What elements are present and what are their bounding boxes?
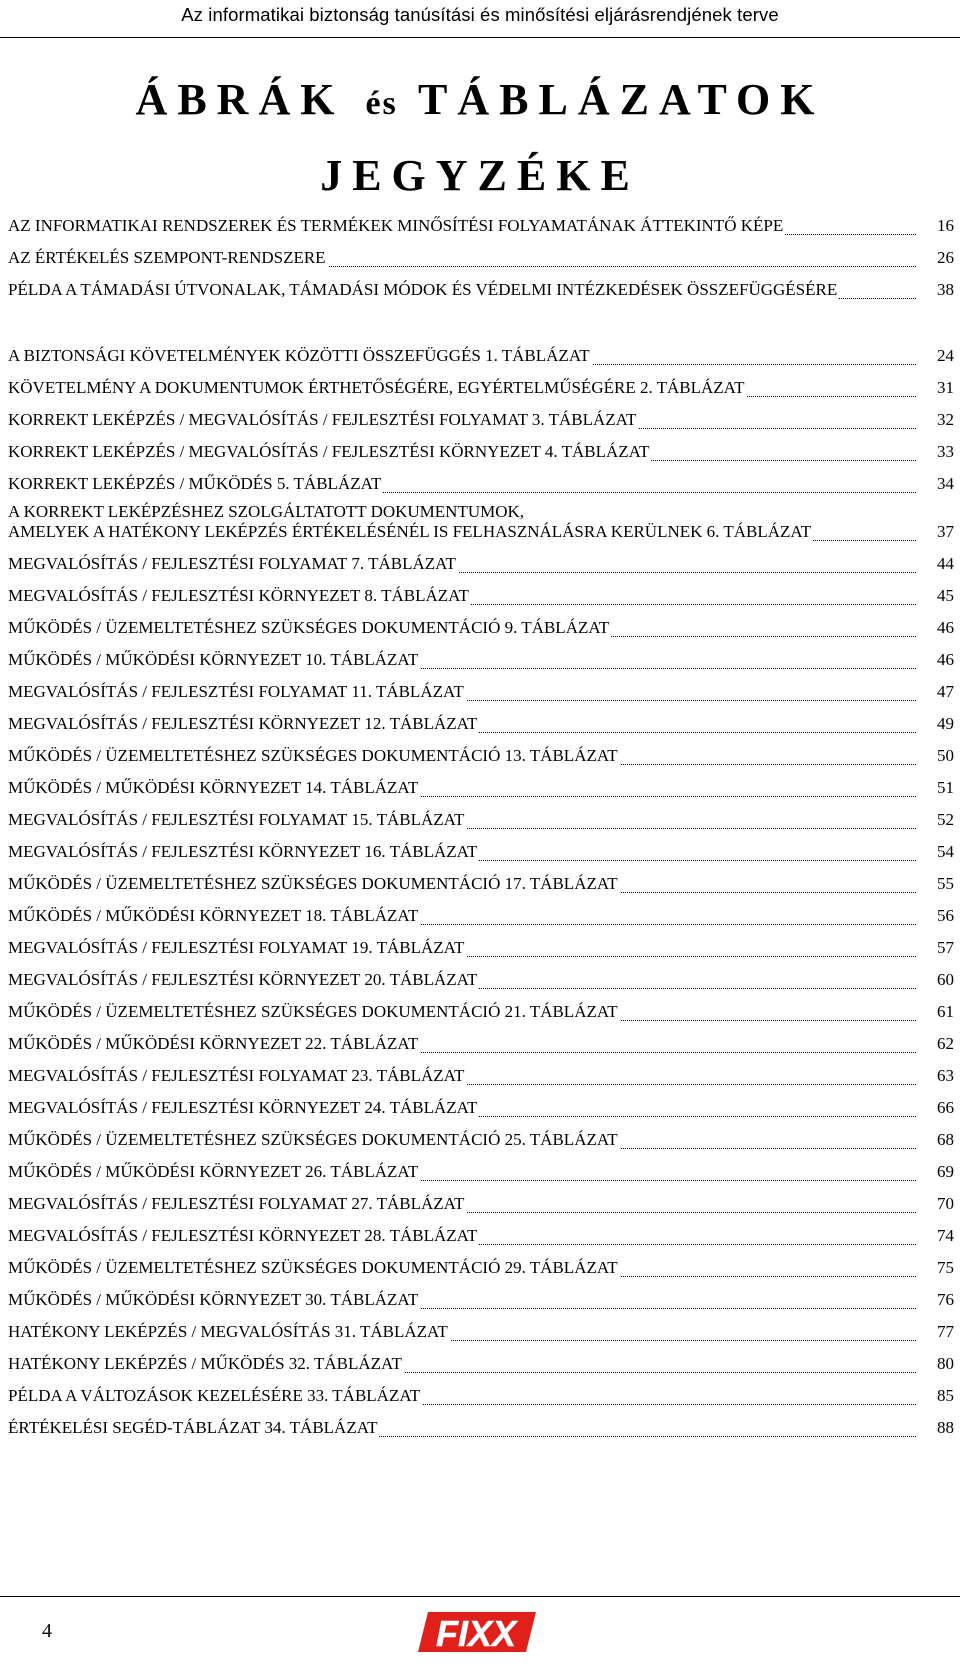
table-list-item[interactable] <box>8 1249 954 1281</box>
title-word-tablazatok: TÁBLÁZATOK <box>418 75 825 124</box>
toc-entry-label: PÉLDA A VÁLTOZÁSOK KEZELÉSÉRE 33. TÁBLÁZAT <box>8 1386 421 1405</box>
table-list-item[interactable] <box>8 401 954 433</box>
toc-entry-label: MŰKÖDÉS / ÜZEMELTETÉSHEZ SZÜKSÉGES DOKUMENTÁCIÓ 9. TÁBLÁZAT <box>8 618 610 637</box>
title-word-abrak: ÁBRÁK <box>135 75 345 124</box>
toc-entry-page: 33 <box>918 442 954 462</box>
toc-entry-page: 50 <box>918 746 954 766</box>
table-list-item[interactable] <box>8 961 954 993</box>
toc-entry-page: 51 <box>918 778 954 798</box>
figure-list <box>8 207 954 303</box>
table-list-item[interactable] <box>8 1121 954 1153</box>
toc-entry-label: MŰKÖDÉS / MŰKÖDÉSI KÖRNYEZET 30. TÁBLÁZAT <box>8 1290 419 1309</box>
figure-list-item[interactable] <box>8 207 954 239</box>
table-list-item[interactable] <box>8 897 954 929</box>
toc-entry-page: 44 <box>918 554 954 574</box>
toc-entry-label: MŰKÖDÉS / ÜZEMELTETÉSHEZ SZÜKSÉGES DOKUMENTÁCIÓ 21. TÁBLÁZAT <box>8 1002 618 1021</box>
toc-entry-label: KORREKT LEKÉPZÉS / MŰKÖDÉS 5. TÁBLÁZAT <box>8 474 382 493</box>
toc-entry-label: MEGVALÓSÍTÁS / FEJLESZTÉSI KÖRNYEZET 8. TÁBLÁZAT <box>8 586 469 605</box>
table-list-item[interactable] <box>8 545 954 577</box>
toc-entry-page: 74 <box>918 1226 954 1246</box>
title-word-es: és <box>365 85 398 122</box>
footer-divider <box>0 1596 960 1597</box>
table-list-item[interactable] <box>8 1217 954 1249</box>
table-list-item[interactable] <box>8 465 954 497</box>
toc-entry-page: 54 <box>918 842 954 862</box>
table-list-item[interactable] <box>8 1409 954 1441</box>
toc-entry-page: 69 <box>918 1162 954 1182</box>
toc-entry-page: 46 <box>918 618 954 638</box>
toc-entry-label: MŰKÖDÉS / ÜZEMELTETÉSHEZ SZÜKSÉGES DOKUMENTÁCIÓ 25. TÁBLÁZAT <box>8 1130 618 1149</box>
toc-entry-label: MŰKÖDÉS / MŰKÖDÉSI KÖRNYEZET 22. TÁBLÁZAT <box>8 1034 419 1053</box>
figure-list-item[interactable] <box>8 239 954 271</box>
table-list-item[interactable] <box>8 769 954 801</box>
toc-entry-label: KORREKT LEKÉPZÉS / MEGVALÓSÍTÁS / FEJLESZTÉSI KÖRNYEZET 4. TÁBLÁZAT <box>8 442 650 461</box>
toc-entry-page: 68 <box>918 1130 954 1150</box>
toc-entry-page: 66 <box>918 1098 954 1118</box>
toc-entry-page: 16 <box>918 216 954 236</box>
table-list-item[interactable] <box>8 1057 954 1089</box>
figure-list-item[interactable] <box>8 271 954 303</box>
toc-entry-page: 46 <box>918 650 954 670</box>
toc-entry-page: 56 <box>918 906 954 926</box>
table-list-item[interactable] <box>8 1377 954 1409</box>
page-number: 4 <box>42 1620 52 1642</box>
toc-entry-label: MŰKÖDÉS / MŰKÖDÉSI KÖRNYEZET 18. TÁBLÁZAT <box>8 906 419 925</box>
toc-entry-page: 85 <box>918 1386 954 1406</box>
table-list-item[interactable] <box>8 833 954 865</box>
fixx-logo <box>418 1606 538 1658</box>
toc-entry-label: MŰKÖDÉS / ÜZEMELTETÉSHEZ SZÜKSÉGES DOKUMENTÁCIÓ 29. TÁBLÁZAT <box>8 1258 618 1277</box>
toc-entry-page: 70 <box>918 1194 954 1214</box>
toc-entry-page: 61 <box>918 1002 954 1022</box>
toc-entry-label: MEGVALÓSÍTÁS / FEJLESZTÉSI FOLYAMAT 7. TÁBLÁZAT <box>8 554 456 573</box>
toc-entry-label: MEGVALÓSÍTÁS / FEJLESZTÉSI KÖRNYEZET 28. TÁBLÁZAT <box>8 1226 478 1245</box>
table-list-item[interactable] <box>8 1281 954 1313</box>
toc-entry-label: HATÉKONY LEKÉPZÉS / MEGVALÓSÍTÁS 31. TÁBLÁZAT <box>8 1322 448 1341</box>
toc-entry-page: 26 <box>918 248 954 268</box>
toc-entry-page: 63 <box>918 1066 954 1086</box>
toc-entry-label: ÉRTÉKELÉSI SEGÉD-TÁBLÁZAT 34. TÁBLÁZAT <box>8 1418 378 1437</box>
toc-entry-page: 80 <box>918 1354 954 1374</box>
toc-entry-label: MŰKÖDÉS / MŰKÖDÉSI KÖRNYEZET 14. TÁBLÁZAT <box>8 778 419 797</box>
table-list-item[interactable] <box>8 577 954 609</box>
toc-entry-label: AMELYEK A HATÉKONY LEKÉPZÉS ÉRTÉKELÉSÉNÉL IS FELHASZNÁLÁSRA KERÜLNEK 6. TÁBLÁZAT <box>8 522 812 541</box>
table-list-item[interactable] <box>8 737 954 769</box>
table-list-item[interactable] <box>8 1089 954 1121</box>
toc-entry-label: MŰKÖDÉS / MŰKÖDÉSI KÖRNYEZET 26. TÁBLÁZAT <box>8 1162 419 1181</box>
toc-entry-label: A BIZTONSÁGI KÖVETELMÉNYEK KÖZÖTTI ÖSSZEFÜGGÉS 1. TÁBLÁZAT <box>8 346 590 365</box>
toc-entry-label: KÖVETELMÉNY A DOKUMENTUMOK ÉRTHETŐSÉGÉRE, EGYÉRTELMŰSÉGÉRE 2. TÁBLÁZAT <box>8 378 745 397</box>
toc-entry-page: 49 <box>918 714 954 734</box>
toc-entry-label: HATÉKONY LEKÉPZÉS / MŰKÖDÉS 32. TÁBLÁZAT <box>8 1354 402 1373</box>
table-list-item[interactable] <box>8 337 954 369</box>
table-list-item[interactable] <box>8 801 954 833</box>
table-list-item[interactable] <box>8 609 954 641</box>
toc-entry-page: 57 <box>918 938 954 958</box>
toc-entry-page: 52 <box>918 810 954 830</box>
table-list-item[interactable] <box>8 673 954 705</box>
toc-entry-label: MŰKÖDÉS / MŰKÖDÉSI KÖRNYEZET 10. TÁBLÁZAT <box>8 650 419 669</box>
toc-entry-page: 24 <box>918 346 954 366</box>
toc-entry-page: 55 <box>918 874 954 894</box>
toc-entry-label: AZ ÉRTÉKELÉS SZEMPONT-RENDSZERE <box>8 248 326 267</box>
toc-entry-label: AZ INFORMATIKAI RENDSZEREK ÉS TERMÉKEK MINŐSÍTÉSI FOLYAMATÁNAK ÁTTEKINTŐ KÉPE <box>8 216 784 235</box>
table-list-item[interactable] <box>8 497 954 545</box>
toc-entry-page: 77 <box>918 1322 954 1342</box>
toc-entry-page: 88 <box>918 1418 954 1438</box>
toc-entry-page: 76 <box>918 1290 954 1310</box>
toc-entry-label: MŰKÖDÉS / ÜZEMELTETÉSHEZ SZÜKSÉGES DOKUMENTÁCIÓ 13. TÁBLÁZAT <box>8 746 618 765</box>
table-list-item[interactable] <box>8 433 954 465</box>
toc-entry-label-line1: A KORREKT LEKÉPZÉSHEZ SZOLGÁLTATOTT DOKUMENTUMOK, <box>8 502 525 521</box>
toc-entry-page: 34 <box>918 474 954 494</box>
table-list <box>8 337 954 1441</box>
table-list-item[interactable] <box>8 705 954 737</box>
toc-entry-page: 32 <box>918 410 954 430</box>
table-list-item[interactable] <box>8 369 954 401</box>
toc-entry-label: MEGVALÓSÍTÁS / FEJLESZTÉSI KÖRNYEZET 12. TÁBLÁZAT <box>8 714 478 733</box>
table-list-item[interactable] <box>8 1345 954 1377</box>
toc-entry-page: 37 <box>918 522 954 542</box>
table-list-item[interactable] <box>8 993 954 1025</box>
toc-entry-label: MEGVALÓSÍTÁS / FEJLESZTÉSI FOLYAMAT 11. TÁBLÁZAT <box>8 682 464 701</box>
toc-entry-label: MEGVALÓSÍTÁS / FEJLESZTÉSI FOLYAMAT 27. TÁBLÁZAT <box>8 1194 465 1213</box>
toc-entry-page: 31 <box>918 378 954 398</box>
toc-entry-label: MŰKÖDÉS / ÜZEMELTETÉSHEZ SZÜKSÉGES DOKUMENTÁCIÓ 17. TÁBLÁZAT <box>8 874 618 893</box>
toc-entry-page: 47 <box>918 682 954 702</box>
table-list-item[interactable] <box>8 641 954 673</box>
running-header-title: Az informatikai biztonság tanúsítási és minősítési eljárásrendjének terve <box>181 4 779 25</box>
toc-entry-label: PÉLDA A TÁMADÁSI ÚTVONALAK, TÁMADÁSI MÓDOK ÉS VÉDELMI INTÉZKEDÉSEK ÖSSZEFÜGGÉSÉRE <box>8 280 838 299</box>
toc-entry-label: MEGVALÓSÍTÁS / FEJLESZTÉSI FOLYAMAT 15. TÁBLÁZAT <box>8 810 465 829</box>
logo-text: FIXX <box>435 1613 517 1654</box>
table-list-item[interactable] <box>8 865 954 897</box>
toc-entry-page: 45 <box>918 586 954 606</box>
toc-entry-page: 38 <box>918 280 954 300</box>
toc-entry-label: MEGVALÓSÍTÁS / FEJLESZTÉSI FOLYAMAT 23. TÁBLÁZAT <box>8 1066 465 1085</box>
toc-entry-label: MEGVALÓSÍTÁS / FEJLESZTÉSI KÖRNYEZET 24. TÁBLÁZAT <box>8 1098 478 1117</box>
toc-entry-label: MEGVALÓSÍTÁS / FEJLESZTÉSI KÖRNYEZET 16. TÁBLÁZAT <box>8 842 478 861</box>
table-list-item[interactable] <box>8 1153 954 1185</box>
toc-entry-label: MEGVALÓSÍTÁS / FEJLESZTÉSI KÖRNYEZET 20. TÁBLÁZAT <box>8 970 478 989</box>
running-header <box>0 0 960 38</box>
toc-entry-page: 62 <box>918 1034 954 1054</box>
page-title-line1 <box>0 74 960 125</box>
toc-entry-label: MEGVALÓSÍTÁS / FEJLESZTÉSI FOLYAMAT 19. TÁBLÁZAT <box>8 938 465 957</box>
toc-entry-label: KORREKT LEKÉPZÉS / MEGVALÓSÍTÁS / FEJLESZTÉSI FOLYAMAT 3. TÁBLÁZAT <box>8 410 637 429</box>
table-list-item[interactable] <box>8 929 954 961</box>
table-list-item[interactable] <box>8 1185 954 1217</box>
toc-entry-page: 75 <box>918 1258 954 1278</box>
table-list-item[interactable] <box>8 1025 954 1057</box>
toc-entry-page: 60 <box>918 970 954 990</box>
table-list-item[interactable] <box>8 1313 954 1345</box>
page-title-line2: JEGYZÉKE <box>320 151 640 200</box>
